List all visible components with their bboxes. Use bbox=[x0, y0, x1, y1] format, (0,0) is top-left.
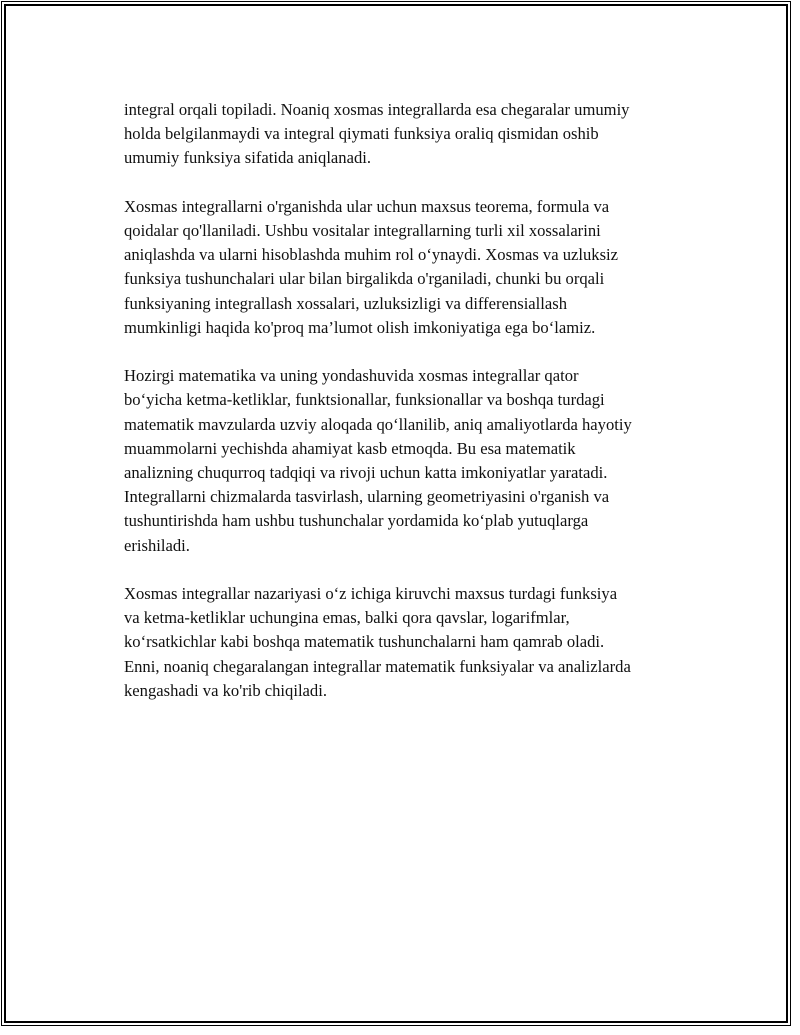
paragraph-2: Xosmas integrallarni o'rganishda ular uchun maxsus teorema, formula va qoidalar qo'llaniladi. Ushbu vositalar integrallarning turli xil xossalarini aniqlashda va ularni hisoblashda muhim rol o‘ynaydi. Xosmas va uzluksiz funksiya tushunchalari ular bilan birgalikda o'rganiladi, chunki bu orqali funksiyaning integrallash xossalari, uzluksizligi va differensiallash mumkinligi haqida ko'proq ma’lumot olish imkoniyatiga ega bo‘lamiz. bbox=[124, 196, 619, 337]
paragraph-3: Hozirgi matematika va uning yondashuvida xosmas integrallar qator bo‘yicha ketma-ketliklar, funktsionallar, funksionallar va boshqa turdagi matematik mavzularda uzviy aloqada qo‘llanilib, aniq amaliyotlarda hayotiy muammolarni yechishda ahamiyat kasb etmoqda. Bu esa matematik analizning chuqurroq tadqiqi va rivoji uchun katta imkoniyatlar yaratadi. Integrallarni chizmalarda tasvirlash, ularning geometriyasini o'rganish va tushuntirishda ham ushbu tushunchalar yordamida ko‘plab yutuqlarga erishiladi. bbox=[124, 366, 632, 555]
paragraph-4: Xosmas integrallar nazariyasi o‘z ichiga kiruvchi maxsus turdagi funksiya va ketma-ketliklar uchungina emas, balki qora qavslar, logarifmlar, ko‘rsatkichlar kabi boshqa matematik tushunchalarni ham qamrab oladi. Enni, noaniq chegaralangan integrallar matematik funksiyalar va analizlarda kengashadi va ko'rib chiqiladi. bbox=[124, 584, 631, 700]
document-body bbox=[124, 98, 704, 727]
paragraph-1: integral orqali topiladi. Noaniq xosmas integrallarda esa chegaralar umumiy holda belgilanmaydi va integral qiymati funksiya oraliq qismidan oshib umumiy funksiya sifatida aniqlanadi. bbox=[124, 100, 630, 168]
page-frame bbox=[4, 4, 788, 1023]
